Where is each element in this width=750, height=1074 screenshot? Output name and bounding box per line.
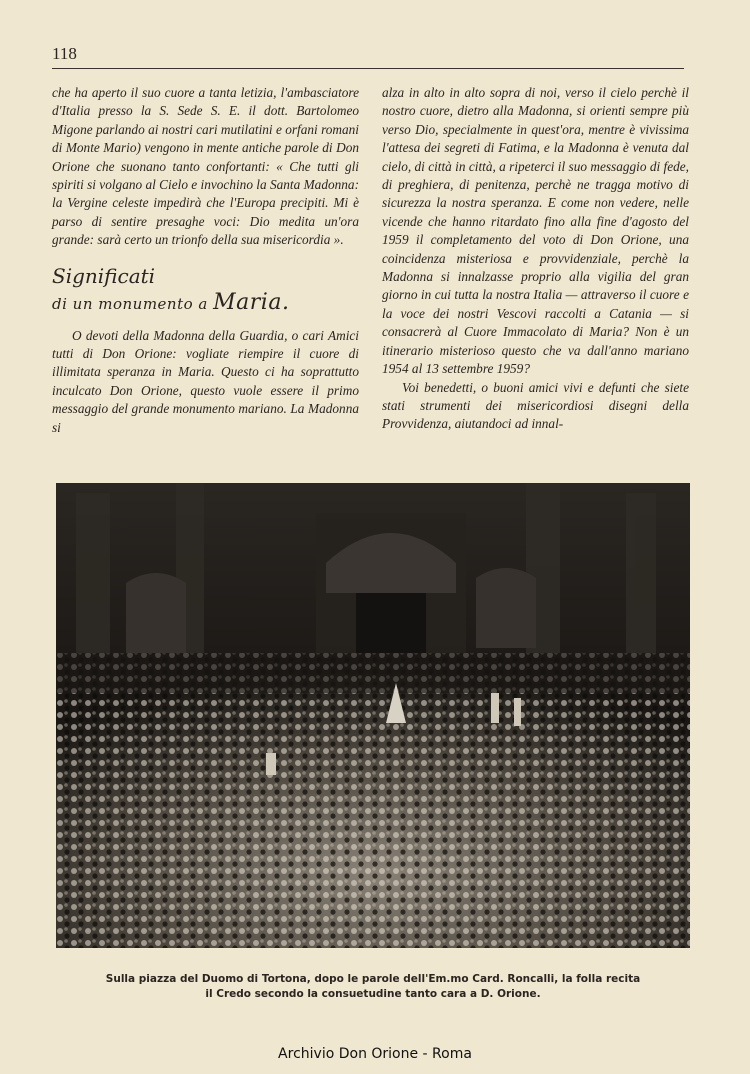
crowd-photo [56, 483, 690, 948]
photo-caption [60, 972, 686, 1002]
section-heading-line-1: Significati [52, 263, 156, 288]
right-paragraph-1: alza in alto in alto sopra di noi, verso il cielo perchè il nostro cuore, dietro alla Madonna, si orienti sempre più verso Dio, specialmente in quest'ora, mentre è vivissima l'attesa dei segreti di Fatima, e la Madonna è venuta dal cielo, di città in città, a ripeterci il suo messaggio di fede, di preghiera, di penitenza, perchè ne tragga motivo di sicurezza la nostra speranza. E come non vedere, nelle vicende che hanno ritardato fino alla fine d'agosto del 1959 il completamento del voto di Don Orione, una coincidenza misteriosa e provvidenziale, perchè la Madonna si innalzasse proprio alla vigilia del gran giorno in cui tutta la nostra Italia — attraverso il cuore e la voce dei nostri Vescovi raccolti a Catania — si consacrerà al Cuore Immacolato di Maria? Non è un itinerario misterioso questo che va dall'anno mariano 1954 al 13 settembre 1959? [382, 85, 689, 377]
archive-footer: Archivio Don Orione - Roma [278, 1046, 472, 1062]
section-heading-line-2 [52, 289, 359, 315]
page-number: 118 [52, 44, 77, 63]
crowd-photo-illustration [56, 483, 690, 948]
left-paragraph-2: O devoti della Madonna della Guardia, o cari Amici tutti di Don Orione: vogliate riempire il cuore di illimitata speranza in Maria. Questo ci ha soprattutto inculcato Don Orione, questo vuole essere il primo messaggio del grande monumento mariano. La Madonna si [52, 327, 359, 435]
right-column [382, 84, 689, 434]
section-heading-line-2-text: di un monumento a [52, 294, 214, 313]
caption-line-1: Sulla piazza del Duomo di Tortona, dopo le parole dell'Em.mo Card. Roncalli, la folla recita [105, 973, 641, 985]
left-column [52, 84, 359, 437]
caption-line-2: il Credo secondo la consuetudine tanto cara a D. Orione. [205, 988, 541, 1000]
section-heading [52, 264, 359, 315]
left-paragraph-1: che ha aperto il suo cuore a tanta letizia, l'ambasciatore d'Italia presso la S. Sede S. E. il dott. Bartolomeo Migone parlando ai nostri cari mutilatini e orfani romani di Monte Mario) vengono in mente antiche parole di Don Orione che suonano tanto confortanti: « Che tutti gli spiriti si volgano al Cielo e invochino la Santa Madonna: la Vergine celeste impedirà che l'Europa precipiti. Mi è parso di sentire presaghe voci: Dio medita un'ora grande: sarà certo un trionfo della sua misericordia ». [52, 85, 359, 248]
section-heading-maria: Maria. [213, 289, 290, 315]
header-rule [52, 68, 684, 69]
right-paragraph-2: Voi benedetti, o buoni amici vivi e defunti che siete stati strumenti dei misericordiosi disegni della Provvidenza, aiutandoci ad innal- [382, 379, 689, 432]
